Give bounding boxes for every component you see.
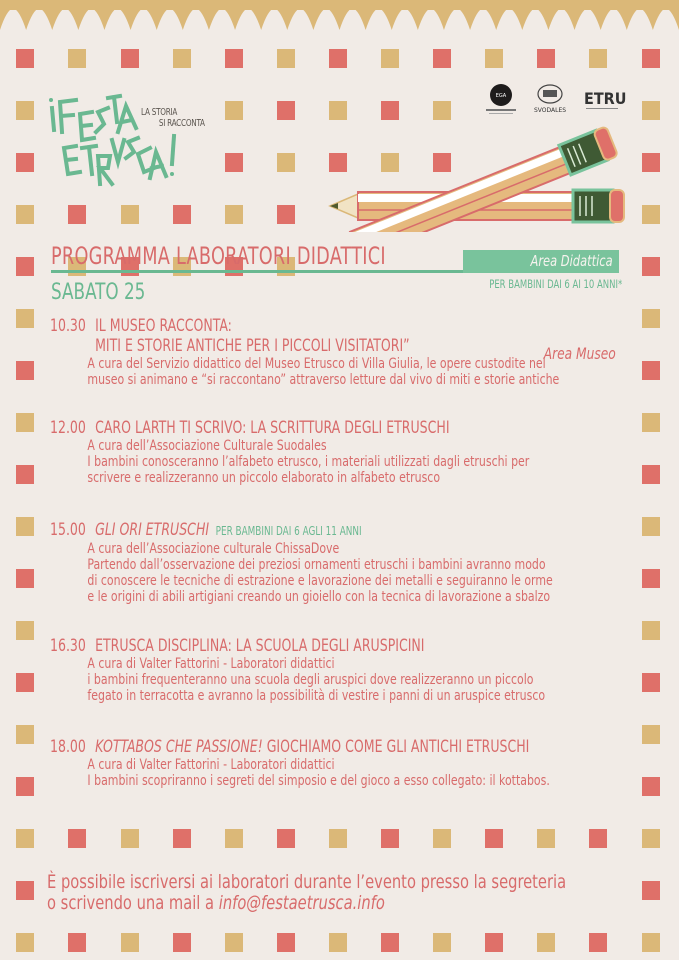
decor-square	[642, 881, 660, 900]
decor-square	[277, 933, 295, 952]
event-description: A cura di Valter Fattorini - Laboratori didattici I bambini scopriranno i segreti del simposio e del gioco a esso collegato: il kottabos.	[87, 757, 550, 789]
decor-square	[225, 49, 243, 68]
decor-square	[642, 933, 660, 952]
decor-square	[485, 49, 503, 68]
svg-text:EGA: EGA	[495, 93, 507, 99]
event-1200	[50, 418, 630, 486]
decor-square	[173, 49, 191, 68]
decor-square	[329, 933, 347, 952]
decor-square	[68, 49, 86, 68]
decor-square	[16, 517, 34, 536]
decor-square	[642, 829, 660, 848]
event-title: CARO LARTH TI SCRIVO: LA SCRITTURA DEGLI ETRUSCHI	[95, 418, 450, 438]
email-link[interactable]: info@festaetrusca.info	[218, 892, 385, 914]
event-1030	[50, 316, 630, 388]
event-heading	[50, 737, 530, 757]
event-time: 12.00	[50, 418, 86, 438]
decor-square	[277, 205, 295, 224]
decor-square	[16, 673, 34, 692]
event-time: 15.00	[50, 520, 86, 540]
decor-square	[642, 517, 660, 536]
decor-square	[121, 933, 139, 952]
decor-square	[381, 101, 399, 120]
decor-square	[537, 829, 555, 848]
decor-square	[485, 829, 503, 848]
decor-square	[16, 361, 34, 380]
decor-square	[589, 933, 607, 952]
decor-square	[16, 725, 34, 744]
event-time: 10.30	[50, 316, 86, 336]
decor-square	[277, 153, 295, 172]
decor-square	[16, 933, 34, 952]
event-time: 16.30	[50, 636, 86, 656]
decor-square	[642, 361, 660, 380]
decor-square	[642, 413, 660, 432]
decor-square	[642, 725, 660, 744]
event-description: A cura del Servizio didattico del Museo Etrusco di Villa Giulia, le opere custodite nel museo si animano e “si raccontano” attraverso letture dal vivo di miti e storie antiche	[87, 356, 560, 388]
decor-square	[433, 933, 451, 952]
decor-square	[277, 101, 295, 120]
decor-square	[16, 621, 34, 640]
decor-square	[589, 49, 607, 68]
decor-square	[16, 829, 34, 848]
decor-square	[642, 777, 660, 796]
program-title: PROGRAMMA LABORATORI DIDATTICI	[51, 242, 386, 270]
decor-square	[16, 569, 34, 588]
event-title-italic: KOTTABOS CHE PASSIONE!	[95, 737, 263, 757]
tagline-line2: SI RACCONTA	[158, 118, 205, 129]
event-1630	[50, 636, 630, 704]
event-area: Area Museo	[543, 344, 616, 363]
event-heading	[50, 520, 526, 541]
event-1500	[50, 520, 630, 605]
decor-square	[68, 205, 86, 224]
program-header	[51, 242, 619, 272]
decor-square	[16, 777, 34, 796]
event-title: IL MUSEO RACCONTA:	[95, 316, 232, 336]
decor-square	[642, 465, 660, 484]
svg-text:ETRU: ETRU	[584, 89, 626, 108]
decor-square	[642, 309, 660, 328]
decor-square	[225, 205, 243, 224]
decor-square	[16, 49, 34, 68]
decor-square	[642, 49, 660, 68]
etru-logo	[584, 89, 626, 109]
event-time: 18.00	[50, 737, 86, 757]
decor-square	[277, 49, 295, 68]
scalloped-border	[0, 0, 679, 32]
decor-square	[642, 569, 660, 588]
event-description: A cura dell’Associazione Culturale Suodales I bambini conosceranno l’alfabeto etrusco, i materiali utilizzati dagli etruschi per scrivere e realizzeranno un piccolo elaborato in alfabeto etrusco	[87, 438, 530, 486]
decor-square	[173, 933, 191, 952]
registration-line1: È possibile iscriversi ai laboratori durante l’evento presso la segreteria	[47, 871, 567, 893]
event-heading	[50, 316, 526, 336]
decor-square	[16, 881, 34, 900]
decor-square	[329, 829, 347, 848]
decor-square	[16, 309, 34, 328]
day-heading: SABATO 25	[51, 280, 146, 305]
decor-square	[537, 933, 555, 952]
decor-square	[121, 205, 139, 224]
decor-square	[642, 257, 660, 276]
svg-text:SVODALES: SVODALES	[533, 107, 567, 114]
sponsor-logos	[486, 82, 626, 122]
decor-square	[329, 49, 347, 68]
tagline	[141, 107, 205, 129]
tagline-line1: LA STORIA	[141, 107, 178, 118]
decor-square	[16, 413, 34, 432]
age-note: PER BAMBINI DAI 6 AI 10 ANNI*	[488, 277, 622, 291]
decor-square	[68, 829, 86, 848]
decor-square	[16, 205, 34, 224]
event-heading	[50, 636, 526, 656]
event-title-line2: MITI E STORIE ANTICHE PER I PICCOLI VISITATORI”	[95, 336, 410, 356]
decor-square	[173, 829, 191, 848]
decor-square	[225, 829, 243, 848]
decor-square	[16, 153, 34, 172]
decor-square	[381, 49, 399, 68]
decor-square	[329, 101, 347, 120]
decor-square	[16, 257, 34, 276]
decor-square	[68, 933, 86, 952]
decor-square	[225, 933, 243, 952]
decor-square	[121, 829, 139, 848]
decor-square	[642, 673, 660, 692]
event-age-note: PER BAMBINI DAI 6 AGLI 11 ANNI	[215, 524, 362, 538]
decor-square	[537, 49, 555, 68]
event-title: GLI ORI ETRUSCHI	[95, 520, 210, 540]
decor-square	[642, 101, 660, 120]
event-title: ETRUSCA DISCIPLINA: LA SCUOLA DEGLI ARUSPICINI	[95, 636, 425, 656]
decor-square	[433, 829, 451, 848]
pencils-illustration	[318, 122, 628, 232]
registration-info	[47, 872, 566, 914]
decor-square	[485, 933, 503, 952]
decor-square	[277, 829, 295, 848]
decor-square	[16, 465, 34, 484]
decor-square	[433, 49, 451, 68]
decor-square	[589, 829, 607, 848]
decor-square	[16, 101, 34, 120]
ega-logo	[486, 84, 516, 114]
event-title: GIOCHIAMO COME GLI ANTICHI ETRUSCHI	[262, 737, 530, 757]
decor-square	[173, 205, 191, 224]
decor-square	[121, 49, 139, 68]
event-description: A cura dell’Associazione culturale ChissaDove Partendo dall’osservazione dei preziosi ornamenti etruschi i bambini avranno modo di conoscere le tecniche di estrazione e lavorazione dei metalli e seguiranno le orme e le origini di abili artigiani creando un gioiello con la tecnica di lavorazione a sbalzo	[87, 541, 553, 605]
title-underline	[51, 270, 519, 273]
decor-square	[642, 621, 660, 640]
decor-square	[381, 829, 399, 848]
decor-square	[225, 101, 243, 120]
decor-square	[642, 153, 660, 172]
event-description: A cura di Valter Fattorini - Laboratori didattici i bambini frequenteranno una scuola degli aruspici dove realizzeranno un piccolo fegato in terracotta e avranno la possibilità di vestire i panni di un aruspice etrusco	[87, 656, 546, 704]
decor-square	[642, 205, 660, 224]
decor-square	[381, 933, 399, 952]
decor-square	[433, 101, 451, 120]
registration-line2: o scrivendo una mail a info@festaetrusca.info	[47, 892, 385, 914]
event-1800	[50, 737, 630, 789]
decor-square	[225, 153, 243, 172]
event-heading	[50, 418, 526, 438]
suodales-logo	[534, 85, 566, 114]
area-badge: Area Didattica	[463, 250, 619, 273]
